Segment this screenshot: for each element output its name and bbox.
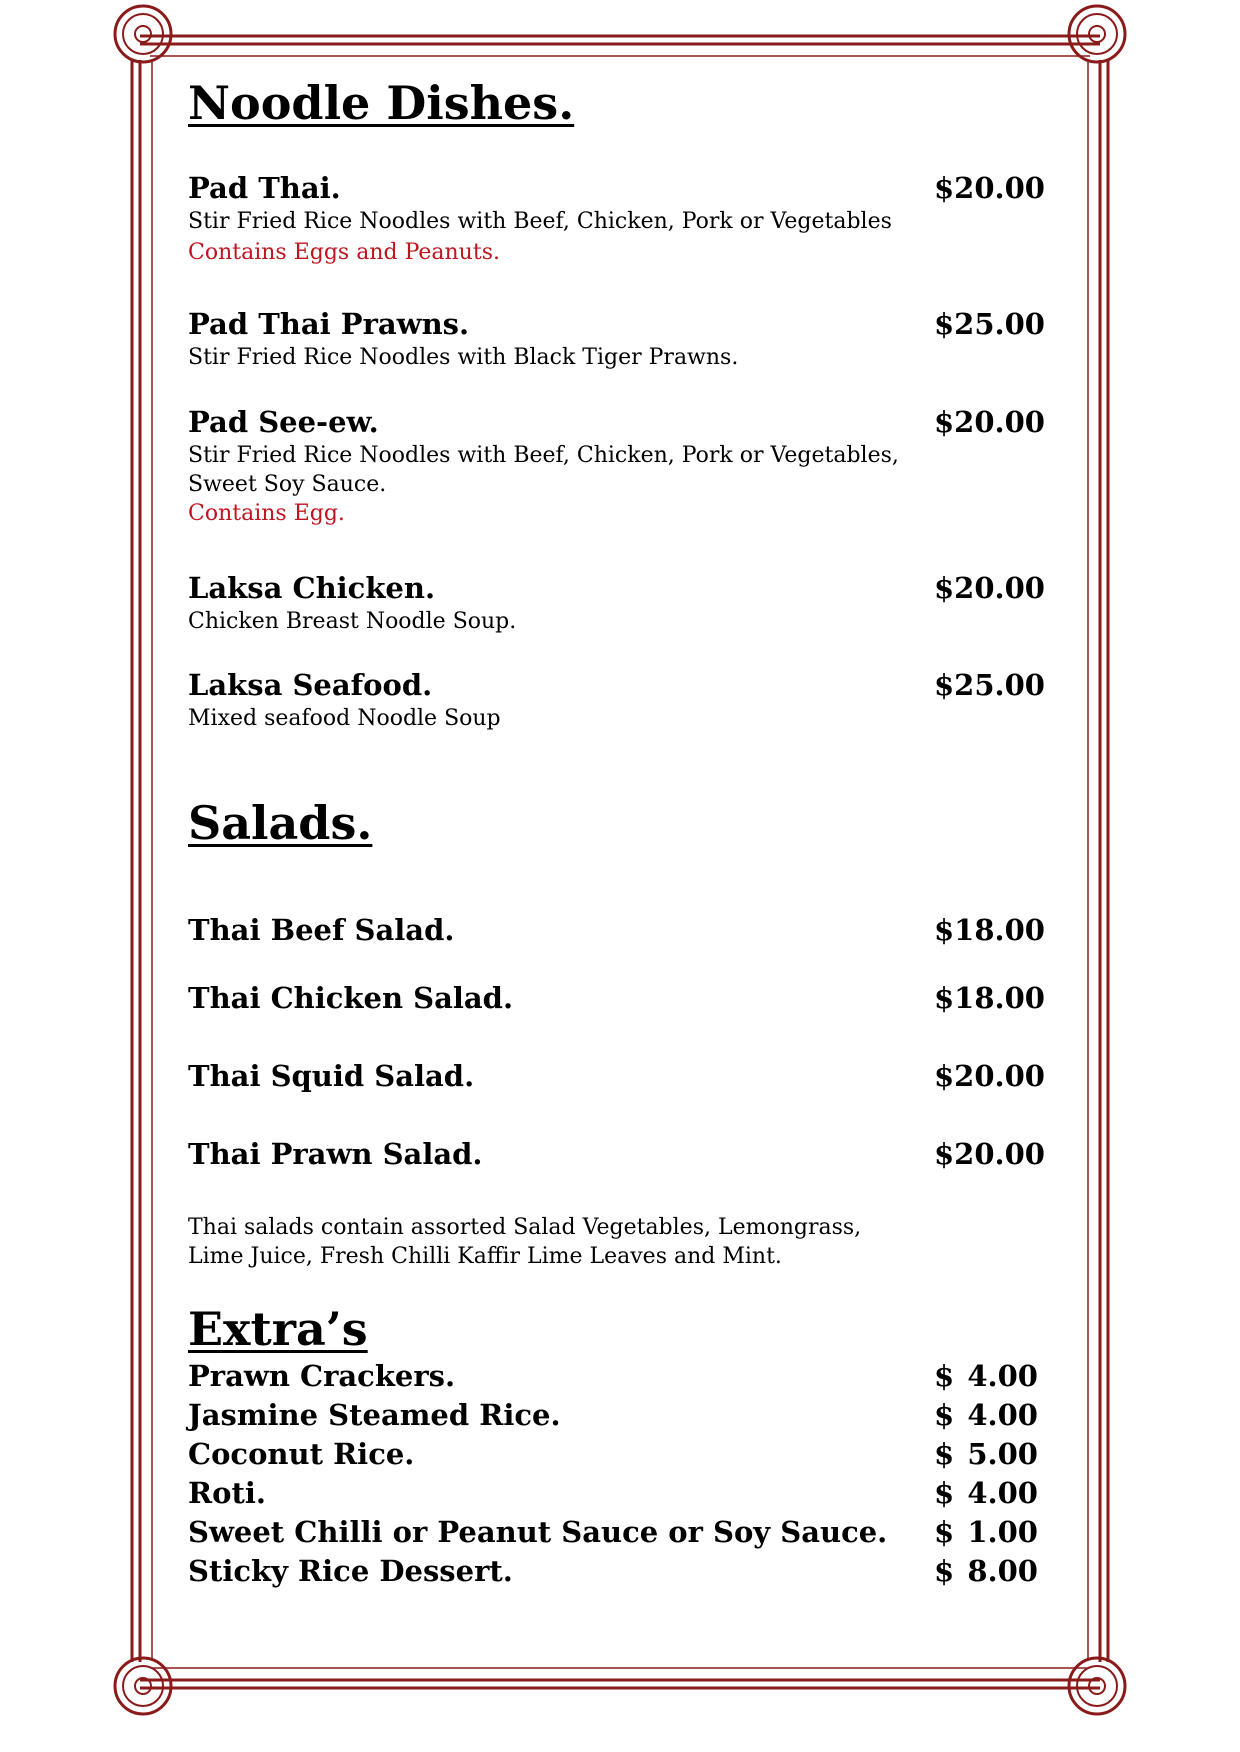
- corner-ornament-top-left: [115, 6, 171, 62]
- item-price: $20.00: [934, 571, 1045, 605]
- menu-item-laksa-chicken: [188, 571, 1045, 636]
- currency-symbol: $: [934, 1359, 955, 1393]
- extra-item-roti: [188, 1476, 1038, 1515]
- extra-price: [934, 1515, 1038, 1549]
- item-name: Pad Thai.: [188, 171, 341, 205]
- extra-price: [934, 1476, 1038, 1510]
- extra-name: Prawn Crackers.: [188, 1359, 456, 1393]
- salads-note: [188, 1213, 888, 1271]
- price-amount: 4.00: [967, 1398, 1038, 1432]
- extra-item-sauces: [188, 1515, 1038, 1554]
- price-amount: 1.00: [967, 1515, 1038, 1549]
- extra-name: Sticky Rice Dessert.: [188, 1554, 513, 1588]
- item-price: $25.00: [934, 307, 1045, 341]
- menu-item-pad-thai-prawns: [188, 307, 1045, 372]
- salads-heading: Salads.: [188, 796, 373, 850]
- extra-item-coconut-rice: [188, 1437, 1038, 1476]
- menu-item-laksa-seafood: [188, 668, 1045, 733]
- salads-note-line-2: Lime Juice, Fresh Chilli Kaffir Lime Leaves and Mint.: [188, 1244, 782, 1269]
- item-name: Laksa Chicken.: [188, 571, 436, 605]
- item-name: Thai Beef Salad.: [188, 913, 455, 947]
- extras-heading: Extra’s: [188, 1302, 368, 1356]
- noodle-dishes-heading: Noodle Dishes.: [188, 76, 575, 130]
- extra-price: [934, 1359, 1038, 1393]
- currency-symbol: $: [934, 1476, 955, 1510]
- item-price: $20.00: [934, 1137, 1045, 1171]
- currency-symbol: $: [934, 1515, 955, 1549]
- extra-name: Roti.: [188, 1476, 266, 1510]
- item-name: Pad See-ew.: [188, 405, 379, 439]
- item-name: Thai Prawn Salad.: [188, 1137, 483, 1171]
- item-price: $18.00: [934, 981, 1045, 1015]
- menu-item-pad-thai: [188, 171, 1045, 267]
- item-name: Pad Thai Prawns.: [188, 307, 470, 341]
- item-description: Stir Fried Rice Noodles with Black Tiger Prawns.: [188, 345, 739, 371]
- extra-price: [934, 1398, 1038, 1432]
- extra-item-prawn-crackers: [188, 1359, 1038, 1398]
- currency-symbol: $: [934, 1437, 955, 1471]
- extra-price: [934, 1437, 1038, 1471]
- item-price: $20.00: [934, 171, 1045, 205]
- menu-item-thai-chicken-salad: [188, 981, 1045, 1015]
- menu-page: [188, 0, 1045, 1752]
- currency-symbol: $: [934, 1554, 955, 1588]
- menu-item-thai-prawn-salad: [188, 1137, 1045, 1171]
- price-amount: 4.00: [967, 1476, 1038, 1510]
- corner-ornament-top-right: [1069, 6, 1125, 62]
- item-name: Thai Squid Salad.: [188, 1059, 475, 1093]
- corner-ornament-bottom-left: [115, 1658, 171, 1714]
- item-price: $20.00: [934, 405, 1045, 439]
- menu-item-thai-squid-salad: [188, 1059, 1045, 1093]
- item-description: Stir Fried Rice Noodles with Beef, Chicken, Pork or Vegetables,: [188, 443, 899, 469]
- price-amount: 8.00: [967, 1554, 1038, 1588]
- menu-item-thai-beef-salad: [188, 913, 1045, 947]
- item-price: $18.00: [934, 913, 1045, 947]
- item-description: Mixed seafood Noodle Soup: [188, 706, 501, 732]
- extra-name: Sweet Chilli or Peanut Sauce or Soy Sauce.: [188, 1515, 888, 1549]
- item-name: Thai Chicken Salad.: [188, 981, 514, 1015]
- corner-ornament-bottom-right: [1069, 1658, 1125, 1714]
- currency-symbol: $: [934, 1398, 955, 1432]
- extra-name: Coconut Rice.: [188, 1437, 415, 1471]
- salads-note-line-1: Thai salads contain assorted Salad Vegetables, Lemongrass,: [188, 1215, 862, 1240]
- extra-name: Jasmine Steamed Rice.: [188, 1398, 561, 1432]
- extra-item-sticky-rice-dessert: [188, 1554, 1038, 1593]
- allergen-note: Contains Eggs and Peanuts.: [188, 240, 500, 266]
- item-price: $25.00: [934, 668, 1045, 702]
- item-description: Chicken Breast Noodle Soup.: [188, 609, 517, 635]
- menu-item-pad-see-ew: [188, 405, 1045, 528]
- item-description-line-2: Sweet Soy Sauce.: [188, 472, 387, 498]
- price-amount: 5.00: [967, 1437, 1038, 1471]
- item-price: $20.00: [934, 1059, 1045, 1093]
- extra-item-jasmine-rice: [188, 1398, 1038, 1437]
- item-description: Stir Fried Rice Noodles with Beef, Chicken, Pork or Vegetables: [188, 209, 892, 235]
- item-name: Laksa Seafood.: [188, 668, 433, 702]
- extra-price: [934, 1554, 1038, 1588]
- price-amount: 4.00: [967, 1359, 1038, 1393]
- extras-list: [188, 1359, 1038, 1593]
- allergen-note: Contains Egg.: [188, 501, 345, 527]
